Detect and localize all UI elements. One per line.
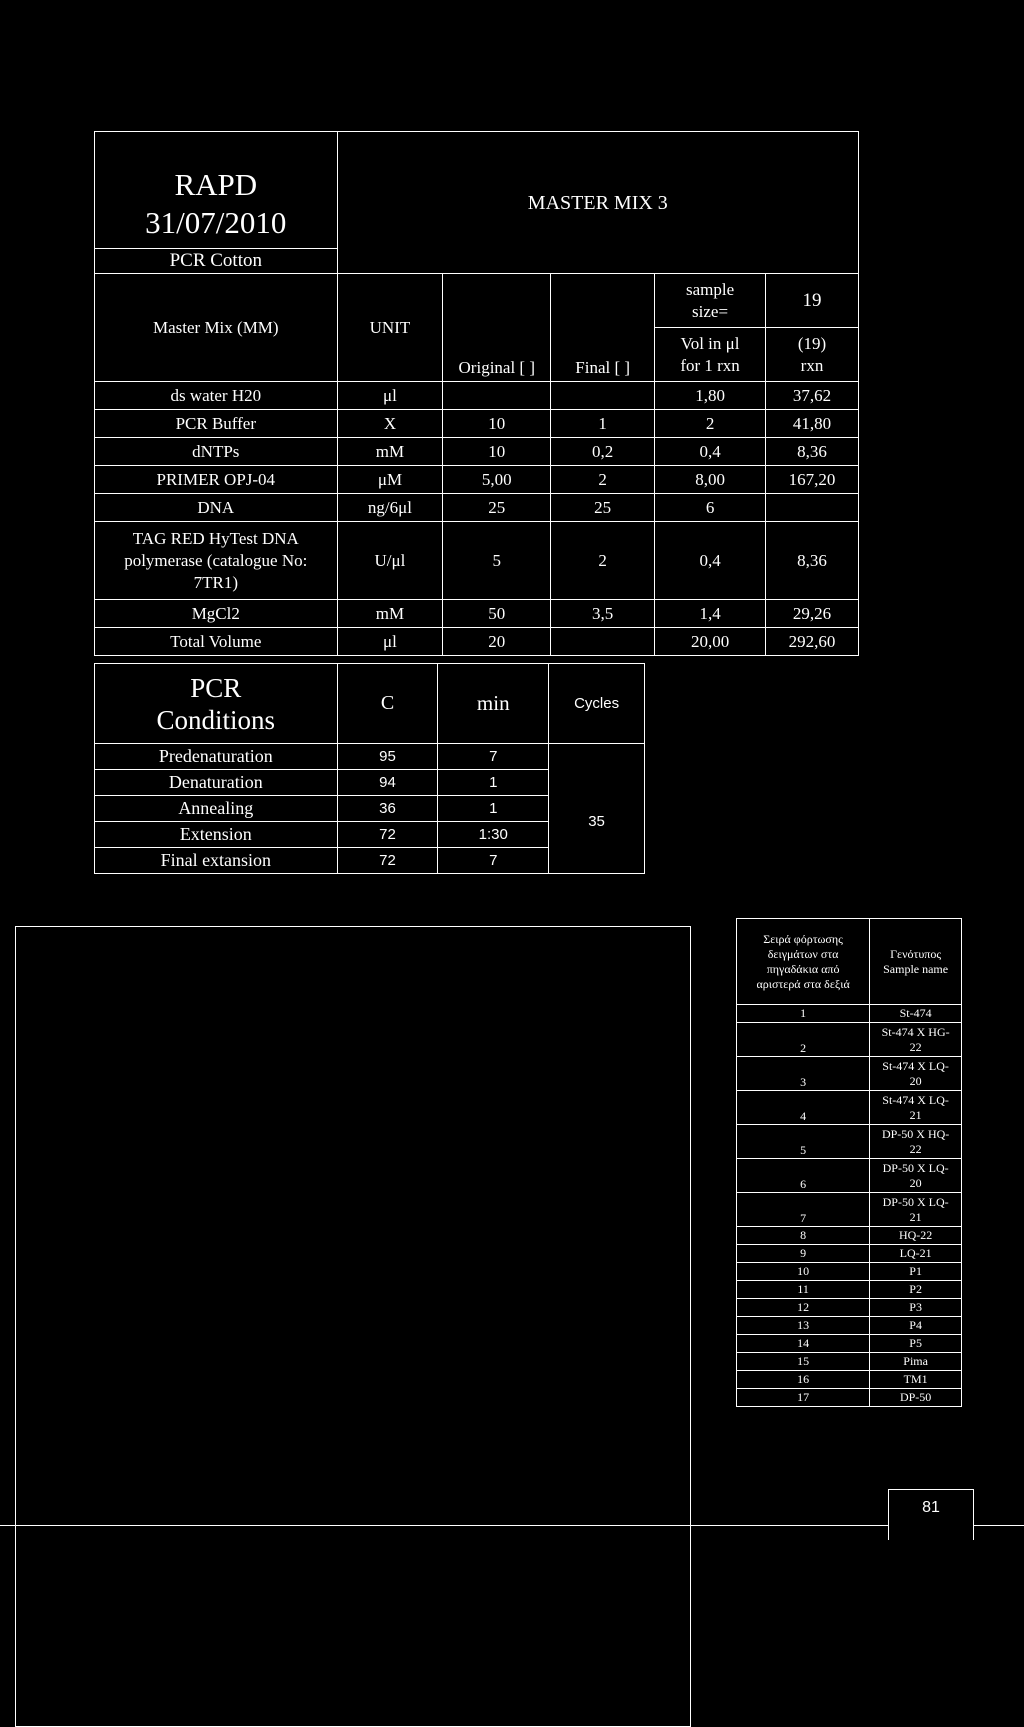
sample-name: St-474 X LQ-20	[870, 1057, 962, 1091]
sample-number: 11	[737, 1281, 870, 1299]
component-vol: 1,80	[655, 382, 766, 410]
sample-row	[737, 1263, 962, 1281]
step-name: Annealing	[95, 796, 338, 822]
component-final: 3,5	[551, 600, 655, 628]
sample-row	[737, 1159, 962, 1193]
footer-rule-right	[974, 1525, 1024, 1526]
component-unit: μl	[337, 628, 443, 656]
component-total: 8,36	[766, 522, 859, 600]
header-min: min	[438, 664, 549, 744]
step-name: Denaturation	[95, 770, 338, 796]
component-unit: U/μl	[337, 522, 443, 600]
header-c: C	[337, 664, 438, 744]
sample-number: 14	[737, 1335, 870, 1353]
component-name: TAG RED HyTest DNA polymerase (catalogue No: 7TR1)	[95, 522, 338, 600]
component-unit: μl	[337, 382, 443, 410]
sample-name: St-474 X LQ-21	[870, 1091, 962, 1125]
sample-name: St-474	[870, 1005, 962, 1023]
sample-number: 9	[737, 1245, 870, 1263]
component-final	[551, 628, 655, 656]
header-final: Final [ ]	[551, 274, 655, 382]
rapd-title: RAPD	[174, 167, 258, 202]
component-unit: μM	[337, 466, 443, 494]
sample-number: 8	[737, 1227, 870, 1245]
sample-row	[737, 1227, 962, 1245]
step-name: Extension	[95, 822, 338, 848]
sample-size-value: 19	[766, 274, 859, 328]
master-mix-row	[95, 410, 859, 438]
component-final: 2	[551, 522, 655, 600]
sample-name: DP-50 X HQ-22	[870, 1125, 962, 1159]
conditions-title	[95, 664, 338, 744]
page-number: 81	[922, 1499, 940, 1516]
sample-number: 6	[737, 1159, 870, 1193]
sample-row	[737, 1193, 962, 1227]
sample-name: DP-50 X LQ-20	[870, 1159, 962, 1193]
sample-number: 15	[737, 1353, 870, 1371]
sample-name: P3	[870, 1299, 962, 1317]
cycles-empty	[549, 744, 645, 770]
sample-name: TM1	[870, 1371, 962, 1389]
master-mix-row	[95, 628, 859, 656]
step-temperature: 72	[337, 848, 438, 874]
component-vol: 8,00	[655, 466, 766, 494]
sample-number: 7	[737, 1193, 870, 1227]
header-original: Original [ ]	[443, 274, 551, 382]
component-name: DNA	[95, 494, 338, 522]
header-vol: Vol in μl for 1 rxn	[655, 328, 766, 382]
sample-number: 4	[737, 1091, 870, 1125]
conditions-title-line1: PCR	[190, 672, 242, 703]
component-total	[766, 494, 859, 522]
component-original: 20	[443, 628, 551, 656]
step-minutes: 1	[438, 770, 549, 796]
step-temperature: 95	[337, 744, 438, 770]
sample-name: HQ-22	[870, 1227, 962, 1245]
sample-number: 12	[737, 1299, 870, 1317]
component-name: dNTPs	[95, 438, 338, 466]
pcr-conditions-table	[94, 663, 645, 874]
component-unit: X	[337, 410, 443, 438]
step-minutes: 1:30	[438, 822, 549, 848]
condition-row	[95, 744, 645, 770]
component-vol: 0,4	[655, 522, 766, 600]
footer-rule-left	[0, 1525, 888, 1526]
sample-row	[737, 1299, 962, 1317]
header-component: Master Mix (MM)	[95, 274, 338, 382]
component-name: Total Volume	[95, 628, 338, 656]
sample-name: P4	[870, 1317, 962, 1335]
component-vol: 1,4	[655, 600, 766, 628]
master-mix-row	[95, 438, 859, 466]
step-minutes: 7	[438, 744, 549, 770]
sample-table	[736, 918, 962, 1407]
master-mix-row	[95, 600, 859, 628]
step-temperature: 94	[337, 770, 438, 796]
component-vol: 2	[655, 410, 766, 438]
component-name: ds water H20	[95, 382, 338, 410]
header-unit: UNIT	[337, 274, 443, 382]
header-cycles: Cycles	[549, 664, 645, 744]
step-minutes: 7	[438, 848, 549, 874]
master-mix-table	[94, 131, 859, 656]
component-total: 41,80	[766, 410, 859, 438]
step-name: Predenaturation	[95, 744, 338, 770]
sample-row	[737, 1245, 962, 1263]
component-original: 50	[443, 600, 551, 628]
header-rxn: (19) rxn	[766, 328, 859, 382]
sample-name: P2	[870, 1281, 962, 1299]
component-final	[551, 382, 655, 410]
sample-row	[737, 1335, 962, 1353]
master-mix-row	[95, 494, 859, 522]
component-original: 5	[443, 522, 551, 600]
header-genotype: Γενότυπος Sample name	[870, 919, 962, 1005]
pcr-cotton-label: PCR Cotton	[95, 249, 338, 274]
component-original: 10	[443, 410, 551, 438]
sample-row	[737, 1005, 962, 1023]
sample-row	[737, 1023, 962, 1057]
conditions-title-line2: Conditions	[156, 704, 276, 735]
sample-number: 13	[737, 1317, 870, 1335]
step-temperature: 36	[337, 796, 438, 822]
step-temperature: 72	[337, 822, 438, 848]
rapd-title-cell	[95, 132, 338, 249]
sample-number: 1	[737, 1005, 870, 1023]
step-name: Final extansion	[95, 848, 338, 874]
sample-name: P1	[870, 1263, 962, 1281]
sample-name: DP-50	[870, 1389, 962, 1407]
cycles-value: 35	[549, 770, 645, 874]
sample-row	[737, 1371, 962, 1389]
condition-row	[95, 770, 645, 796]
sample-row	[737, 1091, 962, 1125]
component-final: 0,2	[551, 438, 655, 466]
sample-number: 16	[737, 1371, 870, 1389]
sample-number: 5	[737, 1125, 870, 1159]
sample-name: St-474 X HG-22	[870, 1023, 962, 1057]
step-minutes: 1	[438, 796, 549, 822]
header-load-order: Σειρά φόρτωσης δειγμάτων στα πηγαδάκια από αριστερά στα δεξιά	[737, 919, 870, 1005]
gel-photo-frame	[15, 926, 691, 1727]
rapd-date: 31/07/2010	[145, 205, 287, 240]
sample-name: P5	[870, 1335, 962, 1353]
master-mix-name: MASTER MIX 3	[337, 132, 858, 274]
component-total: 167,20	[766, 466, 859, 494]
component-total: 29,26	[766, 600, 859, 628]
sample-number: 2	[737, 1023, 870, 1057]
sample-number: 3	[737, 1057, 870, 1091]
component-original: 25	[443, 494, 551, 522]
sample-number: 10	[737, 1263, 870, 1281]
sample-row	[737, 1353, 962, 1371]
component-unit: mM	[337, 600, 443, 628]
component-original: 10	[443, 438, 551, 466]
component-unit: mM	[337, 438, 443, 466]
component-original: 5,00	[443, 466, 551, 494]
sample-row	[737, 1125, 962, 1159]
sample-row	[737, 1389, 962, 1407]
component-vol: 20,00	[655, 628, 766, 656]
component-final: 2	[551, 466, 655, 494]
component-unit: ng/6μl	[337, 494, 443, 522]
sample-size-label: sample size=	[655, 274, 766, 328]
component-final: 1	[551, 410, 655, 438]
sample-name: Pima	[870, 1353, 962, 1371]
component-total: 292,60	[766, 628, 859, 656]
component-name: PCR Buffer	[95, 410, 338, 438]
sample-name: LQ-21	[870, 1245, 962, 1263]
component-vol: 6	[655, 494, 766, 522]
master-mix-row	[95, 522, 859, 600]
component-total: 37,62	[766, 382, 859, 410]
master-mix-row	[95, 382, 859, 410]
component-total: 8,36	[766, 438, 859, 466]
sample-row	[737, 1057, 962, 1091]
component-final: 25	[551, 494, 655, 522]
component-name: PRIMER OPJ-04	[95, 466, 338, 494]
sample-number: 17	[737, 1389, 870, 1407]
page-number-box	[888, 1489, 974, 1540]
master-mix-row	[95, 466, 859, 494]
sample-row	[737, 1317, 962, 1335]
component-vol: 0,4	[655, 438, 766, 466]
component-name: MgCl2	[95, 600, 338, 628]
sample-row	[737, 1281, 962, 1299]
sample-name: DP-50 X LQ-21	[870, 1193, 962, 1227]
component-original	[443, 382, 551, 410]
